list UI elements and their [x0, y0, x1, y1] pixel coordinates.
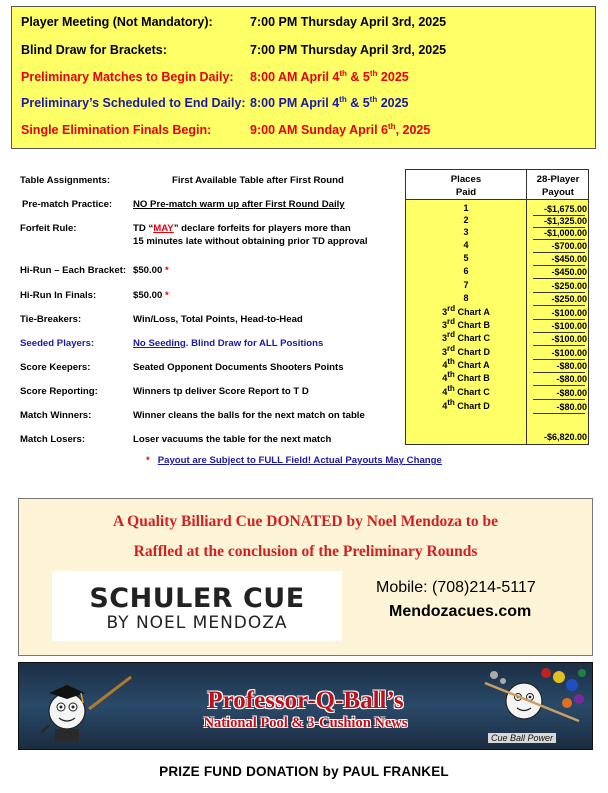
payout-place: 3rd Chart B — [441, 317, 491, 330]
schedule-label: Blind Draw for Brackets: — [21, 43, 167, 57]
payout-place: 2 — [463, 215, 469, 225]
rule-value-forfeit: TD “MAY” declare forfeits for players more than — [133, 223, 351, 234]
payout-place: 4th Chart B — [442, 370, 490, 383]
payout-row-rule — [533, 413, 585, 414]
payout-total: -$6,820.00 — [543, 432, 587, 442]
rule-label-match-winners: Match Winners: — [20, 410, 92, 421]
payout-row-rule — [533, 359, 585, 360]
mobile-number: Mobile: (708)214-5117 — [376, 579, 536, 596]
schedule-label: Player Meeting (Not Mandatory): — [21, 15, 213, 29]
schedule-row-prelim-begin — [12, 70, 595, 96]
payout-row-rule — [533, 278, 585, 279]
payout-amount: -$100.00 — [551, 334, 587, 344]
payout-place: 8 — [463, 293, 469, 303]
payout-amount: -$80.00 — [556, 388, 587, 398]
raffle-line-2: Raffled at the conclusion of the Preliminary Rounds — [133, 543, 478, 560]
payout-place: 7 — [463, 280, 469, 290]
rule-label-hirun-finals: Hi-Run In Finals: — [20, 290, 97, 301]
payout-amount: -$250.00 — [551, 294, 587, 304]
payout-row-rule — [533, 372, 585, 373]
payout-amount: -$80.00 — [556, 374, 587, 384]
rule-label-score-reporting: Score Reporting: — [20, 386, 98, 397]
rule-label-table-assignments: Table Assignments: — [20, 175, 111, 186]
payout-header-places: Places Paid — [450, 174, 482, 198]
rule-value-score-reporting: Winners tp deliver Score Report to T D — [133, 386, 309, 397]
schedule-time: 7:00 PM Thursday April 3rd, 2025 — [250, 15, 447, 29]
rule-value-hirun-finals: $50.00 * — [133, 290, 169, 301]
banner-subtitle: National Pool & 3-Cushion News — [203, 715, 408, 731]
rule-label-score-keepers: Score Keepers: — [20, 362, 91, 373]
payout-amount: -$700.00 — [551, 241, 587, 251]
rule-value-tiebreakers: Win/Loss, Total Points, Head-to-Head — [133, 314, 303, 325]
payout-row-rule — [533, 292, 585, 293]
schedule-label: Single Elimination Finals Begin: — [21, 123, 212, 137]
rule-label-match-losers: Match Losers: — [20, 434, 86, 445]
payout-footnote: * Payout are Subject to FULL Field! Actual Payouts May Change — [146, 455, 442, 466]
payout-row-rule — [533, 319, 585, 320]
rule-value-match-losers: Loser vacuums the table for the next match — [133, 434, 332, 445]
payout-place: 5 — [463, 253, 469, 263]
payout-amount: -$1,325.00 — [543, 216, 587, 226]
schedule-time: 8:00 PM April 4th & 5th 2025 — [250, 94, 409, 110]
payout-place: 4th Chart D — [442, 398, 490, 411]
payout-place: 3 — [463, 227, 469, 237]
payout-amount: -$80.00 — [556, 402, 587, 412]
payout-place: 4th Chart C — [442, 384, 490, 397]
payout-place: 3rd Chart A — [442, 304, 490, 317]
payout-row-rule — [533, 265, 585, 266]
rule-value-seeded: No Seeding. Blind Draw for ALL Positions — [133, 338, 324, 349]
rule-value-match-winners: Winner cleans the balls for the next match on table — [133, 410, 365, 421]
payout-row-rule — [533, 399, 585, 400]
rule-label-prematch: Pre-match Practice: — [22, 199, 113, 210]
schedule-time: 8:00 AM April 4th & 5th 2025 — [250, 68, 409, 84]
rule-label-forfeit: Forfeit Rule: — [20, 223, 77, 234]
professor-q-ball-banner — [18, 662, 593, 750]
rule-value-hirun-bracket: $50.00 * — [133, 265, 169, 276]
schedule-label: Preliminary’s Scheduled to End Daily: — [21, 96, 246, 110]
payout-place: 3rd Chart D — [441, 344, 491, 357]
rule-value-score-keepers: Seated Opponent Documents Shooters Points — [133, 362, 344, 373]
rule-label-seeded: Seeded Players: — [20, 338, 95, 349]
payout-amount: -$1,675.00 — [543, 204, 587, 214]
schedule-label: Preliminary Matches to Begin Daily: — [21, 70, 234, 84]
schedule-row-finals — [12, 123, 595, 149]
payout-amount: -$450.00 — [551, 254, 587, 264]
payout-place: 3rd Chart C — [441, 330, 491, 343]
schedule-box — [11, 6, 596, 149]
payout-row-rule — [533, 385, 585, 386]
payout-amount: -$100.00 — [551, 348, 587, 358]
rule-value-prematch: NO Pre-match warm up after First Round Daily — [133, 199, 345, 210]
rule-label-tiebreakers: Tie-Breakers: — [20, 314, 82, 325]
payout-row-rule — [533, 252, 585, 253]
payout-place: 4 — [463, 240, 469, 250]
banner-tagline: Cue Ball Power — [488, 733, 556, 743]
schedule-row-meeting — [12, 15, 595, 41]
payout-row-rule — [533, 239, 585, 240]
payout-row-rule — [533, 345, 585, 346]
footnote-text: Payout are Subject to FULL Field! Actual Payouts May Change — [157, 455, 442, 466]
schuler-cue-logo: SCHULER CUE BY NOEL MENDOZA — [52, 571, 342, 641]
payout-amount: -$100.00 — [551, 308, 587, 318]
website-link[interactable]: Mendozacues.com — [389, 603, 532, 620]
banner-title: Professor-Q-Ball’s — [207, 687, 404, 714]
payout-place: 1 — [463, 203, 469, 213]
schedule-time: 7:00 PM Thursday April 3rd, 2025 — [250, 43, 447, 57]
schedule-time: 9:00 AM Sunday April 6th, 2025 — [250, 121, 431, 137]
payout-header-amount: 28-Player Payout — [536, 174, 580, 198]
schedule-row-blind-draw — [12, 43, 595, 69]
payout-amount: -$250.00 — [551, 281, 587, 291]
payout-row-rule — [533, 305, 585, 306]
payout-table — [405, 169, 589, 445]
raffle-line-1: A Quality Billiard Cue DONATED by Noel Mendoza to be — [112, 513, 499, 530]
payout-place: 4th Chart A — [442, 357, 490, 370]
rule-value-table-assignments: First Available Table after First Round — [172, 175, 344, 186]
raffle-box — [18, 498, 593, 656]
payout-amount: -$100.00 — [551, 321, 587, 331]
payout-amount: -$1,000.00 — [543, 228, 587, 238]
payout-amount: -$80.00 — [556, 361, 587, 371]
payout-amount: -$450.00 — [551, 267, 587, 277]
payout-place: 6 — [463, 266, 469, 276]
schedule-row-prelim-end — [12, 96, 595, 122]
rule-label-hirun-bracket: Hi-Run – Each Bracket: — [20, 265, 127, 276]
prize-fund-line: PRIZE FUND DONATION by PAUL FRANKEL — [159, 764, 449, 779]
payout-row-rule — [533, 332, 585, 333]
rule-value-forfeit-line2: 15 minutes late without obtaining prior TD approval — [133, 236, 368, 247]
